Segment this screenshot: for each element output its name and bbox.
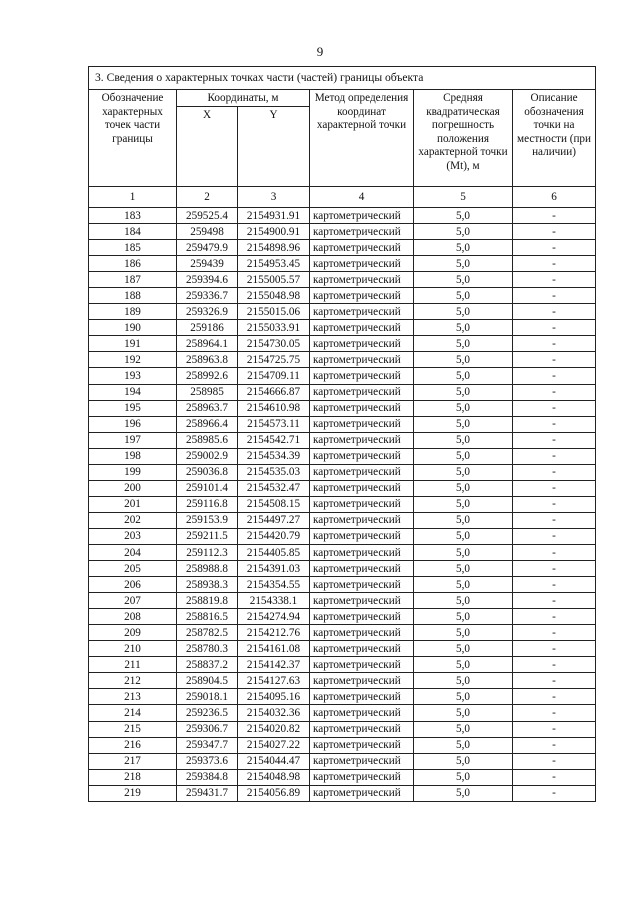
- point-number-cell: 183: [89, 208, 177, 224]
- accuracy-cell: 5,0: [414, 528, 513, 544]
- x-coordinate-cell: 258963.7: [177, 400, 238, 416]
- description-cell: -: [513, 208, 596, 224]
- column-number: 4: [310, 187, 414, 208]
- x-coordinate-cell: 259326.9: [177, 304, 238, 320]
- x-coordinate-cell: 259101.4: [177, 480, 238, 496]
- accuracy-cell: 5,0: [414, 224, 513, 240]
- method-cell: картометрический: [310, 577, 414, 593]
- point-number-cell: 196: [89, 416, 177, 432]
- x-coordinate-cell: 259186: [177, 320, 238, 336]
- y-coordinate-cell: 2154534.39: [238, 448, 310, 464]
- description-cell: -: [513, 288, 596, 304]
- x-coordinate-cell: 259498: [177, 224, 238, 240]
- accuracy-cell: 5,0: [414, 256, 513, 272]
- header-x: X: [177, 107, 238, 187]
- description-cell: -: [513, 657, 596, 673]
- point-number-cell: 194: [89, 384, 177, 400]
- accuracy-cell: 5,0: [414, 721, 513, 737]
- method-cell: картометрический: [310, 657, 414, 673]
- point-number-cell: 185: [89, 240, 177, 256]
- y-coordinate-cell: 2154508.15: [238, 496, 310, 512]
- method-cell: картометрический: [310, 737, 414, 753]
- table-row: [89, 544, 596, 560]
- method-cell: картометрический: [310, 625, 414, 641]
- method-cell: картометрический: [310, 224, 414, 240]
- y-coordinate-cell: 2154420.79: [238, 528, 310, 544]
- accuracy-cell: 5,0: [414, 352, 513, 368]
- point-number-cell: 193: [89, 368, 177, 384]
- description-cell: -: [513, 769, 596, 785]
- point-number-cell: 202: [89, 512, 177, 528]
- description-cell: -: [513, 336, 596, 352]
- x-coordinate-cell: 259153.9: [177, 512, 238, 528]
- y-coordinate-cell: 2154542.71: [238, 432, 310, 448]
- method-cell: картометрический: [310, 416, 414, 432]
- x-coordinate-cell: 259236.5: [177, 705, 238, 721]
- accuracy-cell: 5,0: [414, 512, 513, 528]
- table-row: [89, 577, 596, 593]
- method-cell: картометрический: [310, 496, 414, 512]
- x-coordinate-cell: 258966.4: [177, 416, 238, 432]
- x-coordinate-cell: 258992.6: [177, 368, 238, 384]
- x-coordinate-cell: 258904.5: [177, 673, 238, 689]
- method-cell: картометрический: [310, 512, 414, 528]
- description-cell: -: [513, 416, 596, 432]
- method-cell: картометрический: [310, 641, 414, 657]
- table-row: [89, 769, 596, 785]
- table-row: [89, 240, 596, 256]
- accuracy-cell: 5,0: [414, 561, 513, 577]
- method-cell: картометрический: [310, 705, 414, 721]
- table-row: [89, 496, 596, 512]
- point-number-cell: 203: [89, 528, 177, 544]
- y-coordinate-cell: 2154161.08: [238, 641, 310, 657]
- point-number-cell: 209: [89, 625, 177, 641]
- y-coordinate-cell: 2154142.37: [238, 657, 310, 673]
- x-coordinate-cell: 258985: [177, 384, 238, 400]
- table-row: [89, 368, 596, 384]
- table-row: [89, 641, 596, 657]
- x-coordinate-cell: 258985.6: [177, 432, 238, 448]
- y-coordinate-cell: 2154535.03: [238, 464, 310, 480]
- accuracy-cell: 5,0: [414, 432, 513, 448]
- x-coordinate-cell: 259384.8: [177, 769, 238, 785]
- description-cell: -: [513, 753, 596, 769]
- column-number: 2: [177, 187, 238, 208]
- y-coordinate-cell: 2154048.98: [238, 769, 310, 785]
- method-cell: картометрический: [310, 400, 414, 416]
- y-coordinate-cell: 2154730.05: [238, 336, 310, 352]
- accuracy-cell: 5,0: [414, 496, 513, 512]
- y-coordinate-cell: 2154354.55: [238, 577, 310, 593]
- y-coordinate-cell: 2154405.85: [238, 544, 310, 560]
- method-cell: картометрический: [310, 384, 414, 400]
- method-cell: картометрический: [310, 448, 414, 464]
- x-coordinate-cell: 258988.8: [177, 561, 238, 577]
- table-row: [89, 352, 596, 368]
- header-y: Y: [238, 107, 310, 187]
- description-cell: -: [513, 528, 596, 544]
- description-cell: -: [513, 352, 596, 368]
- method-cell: картометрический: [310, 673, 414, 689]
- accuracy-cell: 5,0: [414, 544, 513, 560]
- y-coordinate-cell: 2154338.1: [238, 593, 310, 609]
- description-cell: -: [513, 432, 596, 448]
- header-method: Метод определения координат характерной точки: [310, 90, 414, 187]
- description-cell: -: [513, 544, 596, 560]
- description-cell: -: [513, 240, 596, 256]
- point-number-cell: 212: [89, 673, 177, 689]
- table-row: [89, 304, 596, 320]
- description-cell: -: [513, 641, 596, 657]
- table-row: [89, 448, 596, 464]
- table-row: [89, 208, 596, 224]
- table-row: [89, 400, 596, 416]
- point-number-cell: 205: [89, 561, 177, 577]
- method-cell: картометрический: [310, 544, 414, 560]
- accuracy-cell: 5,0: [414, 673, 513, 689]
- method-cell: картометрический: [310, 256, 414, 272]
- table-row: [89, 320, 596, 336]
- accuracy-cell: 5,0: [414, 737, 513, 753]
- y-coordinate-cell: 2154497.27: [238, 512, 310, 528]
- method-cell: картометрический: [310, 721, 414, 737]
- method-cell: картометрический: [310, 336, 414, 352]
- point-number-cell: 204: [89, 544, 177, 560]
- page-number: 9: [316, 44, 324, 59]
- point-number-cell: 219: [89, 785, 177, 801]
- point-number-cell: 188: [89, 288, 177, 304]
- x-coordinate-cell: 258964.1: [177, 336, 238, 352]
- method-cell: картометрический: [310, 689, 414, 705]
- point-number-cell: 213: [89, 689, 177, 705]
- table-row: [89, 673, 596, 689]
- table-row: [89, 480, 596, 496]
- point-number-cell: 190: [89, 320, 177, 336]
- description-cell: -: [513, 368, 596, 384]
- description-cell: -: [513, 593, 596, 609]
- point-number-cell: 184: [89, 224, 177, 240]
- description-cell: -: [513, 625, 596, 641]
- x-coordinate-cell: 259431.7: [177, 785, 238, 801]
- table-row: [89, 224, 596, 240]
- accuracy-cell: 5,0: [414, 416, 513, 432]
- point-number-cell: 191: [89, 336, 177, 352]
- point-number-cell: 199: [89, 464, 177, 480]
- table-row: [89, 689, 596, 705]
- table-row: [89, 528, 596, 544]
- method-cell: картометрический: [310, 593, 414, 609]
- table-row: [89, 256, 596, 272]
- point-number-cell: 197: [89, 432, 177, 448]
- point-number-cell: 214: [89, 705, 177, 721]
- table-row: [89, 561, 596, 577]
- accuracy-cell: 5,0: [414, 769, 513, 785]
- x-coordinate-cell: 259018.1: [177, 689, 238, 705]
- table-row: [89, 464, 596, 480]
- description-cell: -: [513, 512, 596, 528]
- y-coordinate-cell: 2154391.03: [238, 561, 310, 577]
- point-number-cell: 198: [89, 448, 177, 464]
- accuracy-cell: 5,0: [414, 384, 513, 400]
- header-accuracy: Средняя квадратическая погрешность положения характерной точки (Mt), м: [414, 90, 513, 187]
- table-row: [89, 609, 596, 625]
- description-cell: -: [513, 400, 596, 416]
- description-cell: -: [513, 705, 596, 721]
- description-cell: -: [513, 496, 596, 512]
- description-cell: -: [513, 304, 596, 320]
- point-number-cell: 189: [89, 304, 177, 320]
- accuracy-cell: 5,0: [414, 609, 513, 625]
- point-number-cell: 211: [89, 657, 177, 673]
- header-coordinates: Координаты, м: [177, 90, 310, 107]
- y-coordinate-cell: 2155015.06: [238, 304, 310, 320]
- description-cell: -: [513, 384, 596, 400]
- point-number-cell: 195: [89, 400, 177, 416]
- accuracy-cell: 5,0: [414, 625, 513, 641]
- accuracy-cell: 5,0: [414, 288, 513, 304]
- table-row: [89, 336, 596, 352]
- y-coordinate-cell: 2154532.47: [238, 480, 310, 496]
- column-number: 3: [238, 187, 310, 208]
- method-cell: картометрический: [310, 432, 414, 448]
- method-cell: картометрический: [310, 352, 414, 368]
- header-description: Описание обозначения точки на местности (при наличии): [513, 90, 596, 187]
- method-cell: картометрический: [310, 785, 414, 801]
- table-row: [89, 753, 596, 769]
- point-number-cell: 208: [89, 609, 177, 625]
- accuracy-cell: 5,0: [414, 689, 513, 705]
- point-number-cell: 216: [89, 737, 177, 753]
- method-cell: картометрический: [310, 320, 414, 336]
- description-cell: -: [513, 256, 596, 272]
- x-coordinate-cell: 259211.5: [177, 528, 238, 544]
- method-cell: картометрический: [310, 240, 414, 256]
- point-number-cell: 200: [89, 480, 177, 496]
- table-row: [89, 657, 596, 673]
- point-number-cell: 192: [89, 352, 177, 368]
- x-coordinate-cell: 258837.2: [177, 657, 238, 673]
- table-row: [89, 785, 596, 801]
- method-cell: картометрический: [310, 368, 414, 384]
- x-coordinate-cell: 259116.8: [177, 496, 238, 512]
- accuracy-cell: 5,0: [414, 785, 513, 801]
- y-coordinate-cell: 2154274.94: [238, 609, 310, 625]
- header-point-designation: Обозначение характерных точек части границы: [89, 90, 177, 187]
- point-number-cell: 215: [89, 721, 177, 737]
- x-coordinate-cell: 259002.9: [177, 448, 238, 464]
- x-coordinate-cell: 258938.3: [177, 577, 238, 593]
- y-coordinate-cell: 2154709.11: [238, 368, 310, 384]
- accuracy-cell: 5,0: [414, 464, 513, 480]
- column-number: 5: [414, 187, 513, 208]
- x-coordinate-cell: 259439: [177, 256, 238, 272]
- y-coordinate-cell: 2154044.47: [238, 753, 310, 769]
- y-coordinate-cell: 2154027.22: [238, 737, 310, 753]
- accuracy-cell: 5,0: [414, 593, 513, 609]
- x-coordinate-cell: 259373.6: [177, 753, 238, 769]
- table-row: [89, 721, 596, 737]
- x-coordinate-cell: 259036.8: [177, 464, 238, 480]
- accuracy-cell: 5,0: [414, 480, 513, 496]
- y-coordinate-cell: 2154953.45: [238, 256, 310, 272]
- table-row: [89, 384, 596, 400]
- table-row: [89, 593, 596, 609]
- table-row: [89, 512, 596, 528]
- y-coordinate-cell: 2155048.98: [238, 288, 310, 304]
- x-coordinate-cell: 259479.9: [177, 240, 238, 256]
- y-coordinate-cell: 2154725.75: [238, 352, 310, 368]
- description-cell: -: [513, 272, 596, 288]
- x-coordinate-cell: 259306.7: [177, 721, 238, 737]
- accuracy-cell: 5,0: [414, 577, 513, 593]
- y-coordinate-cell: 2154666.87: [238, 384, 310, 400]
- x-coordinate-cell: 258782.5: [177, 625, 238, 641]
- table-row: [89, 416, 596, 432]
- x-coordinate-cell: 258963.8: [177, 352, 238, 368]
- accuracy-cell: 5,0: [414, 272, 513, 288]
- column-number: 1: [89, 187, 177, 208]
- point-number-cell: 210: [89, 641, 177, 657]
- description-cell: -: [513, 689, 596, 705]
- y-coordinate-cell: 2154212.76: [238, 625, 310, 641]
- x-coordinate-cell: 258780.3: [177, 641, 238, 657]
- boundary-points-table: [88, 66, 596, 802]
- y-coordinate-cell: 2154095.16: [238, 689, 310, 705]
- accuracy-cell: 5,0: [414, 368, 513, 384]
- accuracy-cell: 5,0: [414, 448, 513, 464]
- table-row: [89, 272, 596, 288]
- section-title: 3. Сведения о характерных точках части (частей) границы объекта: [89, 67, 596, 90]
- accuracy-cell: 5,0: [414, 753, 513, 769]
- y-coordinate-cell: 2155033.91: [238, 320, 310, 336]
- x-coordinate-cell: 258819.8: [177, 593, 238, 609]
- point-number-cell: 201: [89, 496, 177, 512]
- column-number: 6: [513, 187, 596, 208]
- method-cell: картометрический: [310, 480, 414, 496]
- accuracy-cell: 5,0: [414, 208, 513, 224]
- method-cell: картометрический: [310, 753, 414, 769]
- x-coordinate-cell: 259347.7: [177, 737, 238, 753]
- accuracy-cell: 5,0: [414, 705, 513, 721]
- table-row: [89, 737, 596, 753]
- accuracy-cell: 5,0: [414, 657, 513, 673]
- y-coordinate-cell: 2154610.98: [238, 400, 310, 416]
- x-coordinate-cell: 259112.3: [177, 544, 238, 560]
- accuracy-cell: 5,0: [414, 240, 513, 256]
- description-cell: -: [513, 480, 596, 496]
- accuracy-cell: 5,0: [414, 304, 513, 320]
- x-coordinate-cell: 259336.7: [177, 288, 238, 304]
- method-cell: картометрический: [310, 464, 414, 480]
- x-coordinate-cell: 258816.5: [177, 609, 238, 625]
- y-coordinate-cell: 2154900.91: [238, 224, 310, 240]
- point-number-cell: 206: [89, 577, 177, 593]
- y-coordinate-cell: 2155005.57: [238, 272, 310, 288]
- table-row: [89, 432, 596, 448]
- method-cell: картометрический: [310, 769, 414, 785]
- method-cell: картометрический: [310, 288, 414, 304]
- description-cell: -: [513, 673, 596, 689]
- description-cell: -: [513, 737, 596, 753]
- table-row: [89, 288, 596, 304]
- point-number-cell: 217: [89, 753, 177, 769]
- y-coordinate-cell: 2154032.36: [238, 705, 310, 721]
- table-row: [89, 705, 596, 721]
- accuracy-cell: 5,0: [414, 400, 513, 416]
- description-cell: -: [513, 577, 596, 593]
- x-coordinate-cell: 259525.4: [177, 208, 238, 224]
- description-cell: -: [513, 609, 596, 625]
- y-coordinate-cell: 2154127.63: [238, 673, 310, 689]
- y-coordinate-cell: 2154020.82: [238, 721, 310, 737]
- method-cell: картометрический: [310, 304, 414, 320]
- accuracy-cell: 5,0: [414, 641, 513, 657]
- table-row: [89, 625, 596, 641]
- x-coordinate-cell: 259394.6: [177, 272, 238, 288]
- accuracy-cell: 5,0: [414, 336, 513, 352]
- description-cell: -: [513, 224, 596, 240]
- method-cell: картометрический: [310, 208, 414, 224]
- y-coordinate-cell: 2154056.89: [238, 785, 310, 801]
- description-cell: -: [513, 464, 596, 480]
- method-cell: картометрический: [310, 272, 414, 288]
- method-cell: картометрический: [310, 609, 414, 625]
- description-cell: -: [513, 561, 596, 577]
- description-cell: -: [513, 721, 596, 737]
- accuracy-cell: 5,0: [414, 320, 513, 336]
- description-cell: -: [513, 448, 596, 464]
- method-cell: картометрический: [310, 561, 414, 577]
- point-number-cell: 187: [89, 272, 177, 288]
- point-number-cell: 207: [89, 593, 177, 609]
- description-cell: -: [513, 320, 596, 336]
- point-number-cell: 218: [89, 769, 177, 785]
- y-coordinate-cell: 2154898.96: [238, 240, 310, 256]
- y-coordinate-cell: 2154931.91: [238, 208, 310, 224]
- y-coordinate-cell: 2154573.11: [238, 416, 310, 432]
- method-cell: картометрический: [310, 528, 414, 544]
- point-number-cell: 186: [89, 256, 177, 272]
- description-cell: -: [513, 785, 596, 801]
